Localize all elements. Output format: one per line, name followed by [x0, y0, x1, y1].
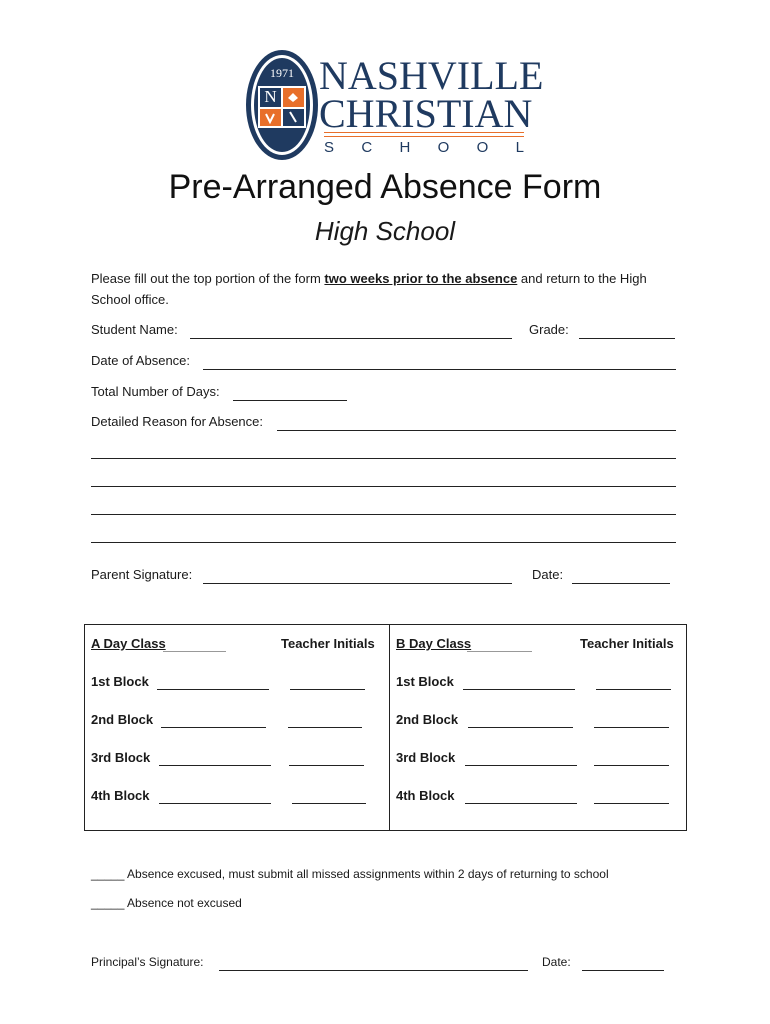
- schedule-divider: [389, 624, 390, 831]
- b-day-class-field[interactable]: [465, 803, 577, 804]
- student-name-label: Student Name:: [91, 322, 178, 337]
- logo-letter: O: [437, 139, 450, 156]
- a-day-header-underline: [163, 651, 226, 652]
- a-day-class-field[interactable]: [157, 689, 269, 690]
- principal-date-field[interactable]: [582, 970, 664, 971]
- student-name-field[interactable]: [190, 338, 512, 339]
- b-day-block-label: 4th Block: [396, 788, 455, 803]
- principal-signature-label: Principal’s Signature:: [91, 955, 204, 969]
- b-day-header-underline: [467, 651, 532, 652]
- b-day-block-label: 1st Block: [396, 674, 454, 689]
- a-day-header: [91, 636, 166, 651]
- intro-text: [91, 268, 681, 310]
- logo-letter: S: [324, 139, 335, 156]
- logo-letter: O: [476, 139, 489, 156]
- parent-signature-field[interactable]: [203, 583, 512, 584]
- parent-date-label: Date:: [532, 567, 564, 582]
- a-day-initials-field[interactable]: [288, 727, 362, 728]
- b-day-initials-header: Teacher Initials: [580, 636, 674, 651]
- grade-label: Grade:: [529, 322, 569, 337]
- logo-wordmark-line2: CHRISTIAN: [319, 91, 533, 136]
- a-day-block-label: 1st Block: [91, 674, 149, 689]
- date-of-absence-label: Date of Absence:: [91, 353, 191, 368]
- b-day-initials-field[interactable]: [594, 765, 669, 766]
- parent-date-field[interactable]: [572, 583, 670, 584]
- a-day-initials-field[interactable]: [289, 765, 364, 766]
- a-day-initials-field[interactable]: [292, 803, 366, 804]
- intro-before: Please fill out the top portion of the form: [91, 271, 325, 286]
- a-day-block-label: 2nd Block: [91, 712, 154, 727]
- b-day-class-field[interactable]: [463, 689, 575, 690]
- logo-rule: [324, 132, 524, 133]
- a-day-header-text: A Day Class: [91, 636, 166, 651]
- seal-year: 1971: [270, 66, 294, 80]
- reason-field[interactable]: [277, 430, 676, 431]
- b-day-block-label: 3rd Block: [396, 750, 456, 765]
- intro-after: and return to the High School office.: [91, 271, 647, 307]
- page-title: Pre-Arranged Absence Form: [168, 168, 602, 206]
- b-day-class-field[interactable]: [465, 765, 577, 766]
- reason-field-line[interactable]: [91, 514, 676, 515]
- b-day-initials-field[interactable]: [596, 689, 671, 690]
- b-day-header: [396, 636, 471, 651]
- excused-option[interactable]: _____ Absence excused, must submit all missed assignments within 2 days of returning to school: [91, 867, 609, 881]
- a-day-block-label: 4th Block: [91, 788, 150, 803]
- logo-wordmark-line3: [324, 140, 524, 155]
- total-days-label: Total Number of Days:: [91, 384, 220, 399]
- not-excused-option[interactable]: _____ Absence not excused: [91, 896, 242, 910]
- grade-field[interactable]: [579, 338, 675, 339]
- total-days-field[interactable]: [233, 400, 347, 401]
- b-day-class-field[interactable]: [468, 727, 573, 728]
- reason-field-line[interactable]: [91, 458, 676, 459]
- a-day-class-field[interactable]: [161, 727, 266, 728]
- seal-monogram: N: [264, 87, 277, 106]
- page-subtitle: High School: [314, 216, 456, 246]
- b-day-block-label: 2nd Block: [396, 712, 459, 727]
- logo-letter: C: [361, 139, 373, 156]
- a-day-class-field[interactable]: [159, 765, 271, 766]
- parent-signature-label: Parent Signature:: [91, 567, 193, 582]
- reason-label: Detailed Reason for Absence:: [91, 414, 263, 429]
- logo-wordmark-line1: NASHVILLE: [319, 53, 544, 98]
- b-day-header-text: B Day Class: [396, 636, 472, 651]
- logo-letter: L: [515, 139, 524, 156]
- a-day-class-field[interactable]: [159, 803, 271, 804]
- b-day-initials-field[interactable]: [594, 727, 669, 728]
- b-day-initials-field[interactable]: [594, 803, 669, 804]
- a-day-initials-field[interactable]: [290, 689, 365, 690]
- principal-date-label: Date:: [542, 955, 571, 969]
- date-of-absence-field[interactable]: [203, 369, 676, 370]
- school-logo: [244, 48, 544, 163]
- principal-signature-field[interactable]: [219, 970, 528, 971]
- reason-field-line[interactable]: [91, 486, 676, 487]
- reason-field-line[interactable]: [91, 542, 676, 543]
- logo-letter: H: [399, 139, 411, 156]
- a-day-initials-header: Teacher Initials: [281, 636, 375, 651]
- logo-rule: [324, 136, 524, 137]
- intro-emphasis: two weeks prior to the absence: [324, 271, 518, 286]
- a-day-block-label: 3rd Block: [91, 750, 151, 765]
